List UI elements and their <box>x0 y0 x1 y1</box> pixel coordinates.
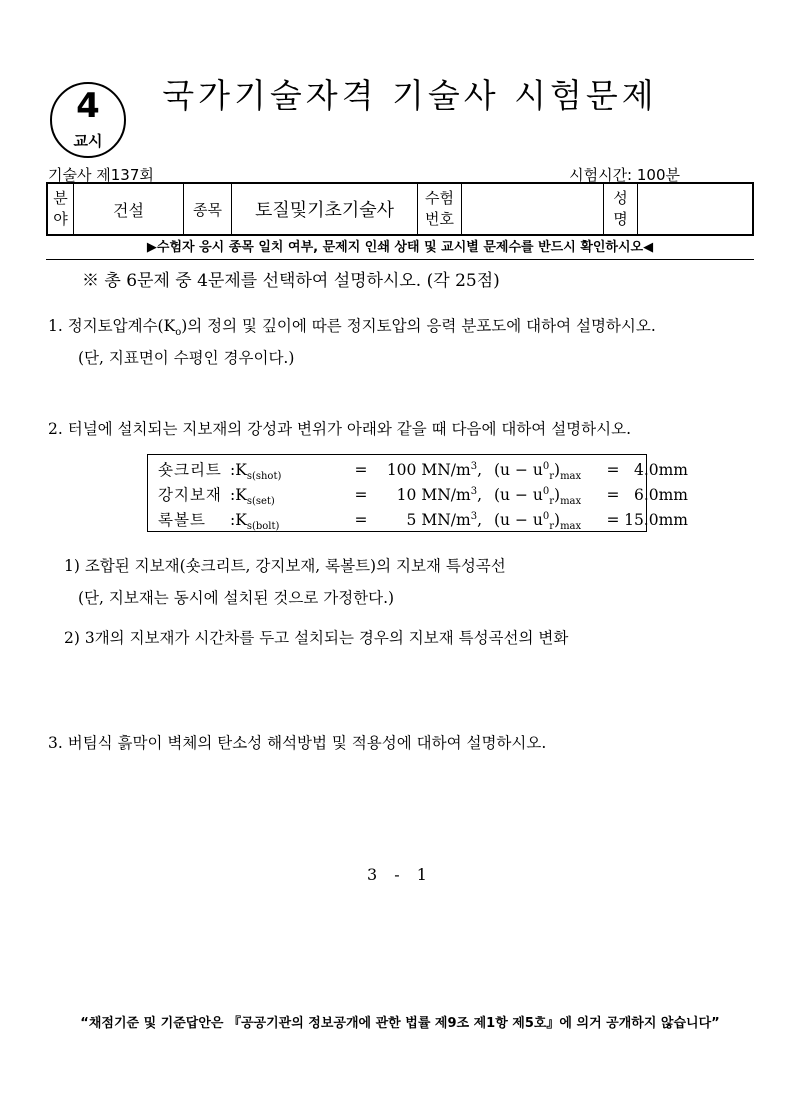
footer-note: “채점기준 및 기준답안은 『공공기관의 정보공개에 관한 법률 제9조 제1항 제5호』에 의거 공개하지 않습니다” <box>80 1016 720 1031</box>
exam-time: 시험시간: 100분 <box>569 166 680 184</box>
disp-max: max <box>560 521 582 533</box>
question-1-note: (단, 지표면이 수평인 경우이다.) <box>78 349 295 367</box>
support-name: 록볼트 <box>158 511 206 529</box>
question-2-sub-1: 1) 조합된 지보재(숏크리트, 강지보재, 록볼트)의 지보재 특성곡선 <box>64 557 506 575</box>
type-label-cell <box>184 184 232 234</box>
equals-sign: = <box>354 486 368 504</box>
name-label-bottom: 명 <box>613 210 628 228</box>
disp-sub: r <box>549 521 555 533</box>
field-label-cell <box>48 184 74 234</box>
type-value: 토질및기초기술사 <box>254 200 395 221</box>
name-input[interactable] <box>638 184 752 234</box>
exam-no-label-cell <box>418 184 462 234</box>
equals-sign: = <box>354 511 368 529</box>
disp-close: ) <box>554 511 561 529</box>
question-1-text-post: )의 정의 및 깊이에 따른 정지토압의 응력 분포도에 대하여 설명하시오. <box>181 317 656 335</box>
disp-open: (u − u <box>494 461 543 479</box>
k-subscript: s(shot) <box>246 471 282 483</box>
equals-sign: = <box>606 511 620 529</box>
disp-sub: r <box>549 471 555 483</box>
question-3: 3. 버팀식 흙막이 벽체의 탄소성 해석방법 및 적용성에 대하여 설명하시오. <box>48 734 547 752</box>
k-subscript: s(bolt) <box>246 521 280 533</box>
name-label-top: 성 <box>613 189 628 207</box>
type-label: 종목 <box>193 200 222 219</box>
disp-close: ) <box>554 486 561 504</box>
equals-sign: = <box>606 486 620 504</box>
stiffness-value: 10 MN/m <box>396 486 471 504</box>
unit-exponent: 3 <box>470 460 478 472</box>
session-label: 교시 <box>73 132 103 150</box>
comma: , <box>477 461 482 479</box>
disp-open: (u − u <box>494 486 543 504</box>
k-symbol: :K <box>230 461 247 479</box>
instruction: ※ 총 6문제 중 4문제를 선택하여 설명하시오. (각 25점) <box>82 271 500 291</box>
stiffness-value: 100 MN/m <box>386 461 471 479</box>
displacement-value: 15.0mm <box>624 511 688 529</box>
field-label-bottom: 야 <box>53 210 68 228</box>
unit-exponent: 3 <box>470 485 478 497</box>
exam-info-table <box>46 182 754 236</box>
exam-no-input[interactable] <box>462 184 604 234</box>
disp-sub: r <box>549 496 555 508</box>
question-1-text-pre: 1. 정지토압계수(K <box>48 317 176 335</box>
exam-no-label-top: 수험 <box>425 189 454 207</box>
exam-no-label-bottom: 번호 <box>425 210 454 228</box>
disp-sup: 0 <box>542 510 550 522</box>
disp-max: max <box>560 471 582 483</box>
field-label-top: 분 <box>53 189 68 207</box>
session-badge <box>50 82 126 158</box>
disp-sup: 0 <box>542 460 550 472</box>
disp-max: max <box>560 496 582 508</box>
comma: , <box>477 511 482 529</box>
support-param-row <box>158 458 688 483</box>
equals-sign: = <box>354 461 368 479</box>
question-2: 2. 터널에 설치되는 지보재의 강성과 변위가 아래와 같을 때 다음에 대하여 설명하시오. <box>48 420 631 438</box>
field-value-cell <box>74 184 184 234</box>
disp-open: (u − u <box>494 511 543 529</box>
stiffness-value: 5 MN/m <box>406 511 471 529</box>
equals-sign: = <box>606 461 620 479</box>
page-title: 국가기술자격 기술사 시험문제 <box>162 76 658 115</box>
k-subscript: s(set) <box>246 496 275 508</box>
question-2-sub-2: 2) 3개의 지보재가 시간차를 두고 설치되는 경우의 지보재 특성곡선의 변화 <box>64 629 569 647</box>
k-symbol: :K <box>230 486 247 504</box>
support-name: 강지보재 <box>158 486 222 504</box>
question-1-subscript: o <box>175 327 182 339</box>
k-symbol: :K <box>230 511 247 529</box>
displacement-value: 4.0mm <box>633 461 688 479</box>
support-param-row <box>158 508 688 533</box>
divider <box>46 259 754 260</box>
support-name: 숏크리트 <box>158 461 222 479</box>
exam-category: 기술사 제137회 <box>48 166 154 184</box>
displacement-value: 6.0mm <box>633 486 688 504</box>
page-number: 3 - 1 <box>367 865 433 884</box>
unit-exponent: 3 <box>470 510 478 522</box>
field-value: 건설 <box>113 200 144 220</box>
type-value-cell <box>232 184 418 234</box>
disp-close: ) <box>554 461 561 479</box>
support-param-row <box>158 483 688 508</box>
question-2-sub-1-note: (단, 지보재는 동시에 설치된 것으로 가정한다.) <box>78 589 395 607</box>
question-1 <box>48 314 656 339</box>
support-params-box <box>147 454 688 533</box>
session-number: 4 <box>76 86 100 126</box>
comma: , <box>477 486 482 504</box>
disp-sup: 0 <box>542 485 550 497</box>
notice-bar: ▶수험자 응시 종목 일치 여부, 문제지 인쇄 상태 및 교시별 문제수를 반드시 확인하시오◀ <box>146 240 654 255</box>
name-label-cell <box>604 184 638 234</box>
